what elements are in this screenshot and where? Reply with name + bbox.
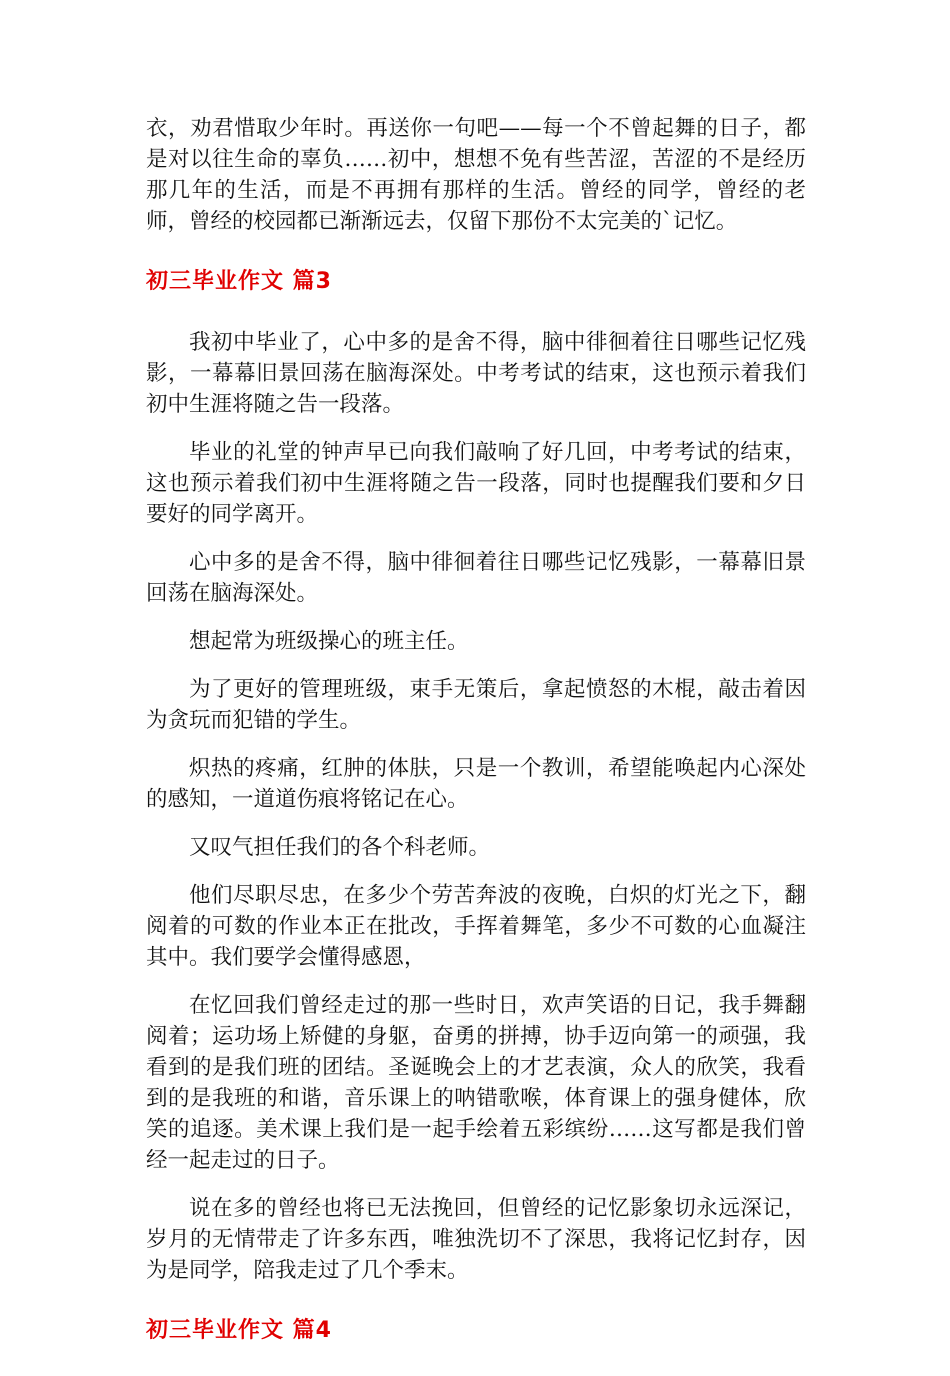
section-3-paragraph: 他们尽职尽忠，在多少个劳苦奔波的夜晚，白炽的灯光之下，翻阅着的可数的作业本正在批改，手挥着舞笔，多少不可数的心血凝注其中。我们要学会懂得感恩， <box>146 883 806 970</box>
section-3-paragraph: 想起常为班级操心的班主任。 <box>189 629 469 654</box>
section-3-paragraph: 炽热的疼痛，红肿的体肤，只是一个教训，希望能唤起内心深处的感知，一道道伤痕将铭记在心。 <box>146 756 806 812</box>
section-3-paragraph: 又叹气担任我们的各个科老师。 <box>189 835 491 860</box>
intro-paragraph: 衣，劝君惜取少年时。再送你一句吧——每一个不曾起舞的日子，都是对以往生命的辜负……初中，想想不免有些苦涩，苦涩的不是经历那几年的生活，而是不再拥有那样的生活。曾经的同学，曾经的老师，曾经的校园都已渐渐远去，仅留下那份不太完美的`记忆。 <box>146 116 806 234</box>
section-3-paragraph: 我初中毕业了，心中多的是舍不得，脑中徘徊着往日哪些记忆残影，一幕幕旧景回荡在脑海深处。中考考试的结束，这也预示着我们初中生涯将随之告一段落。 <box>146 330 806 417</box>
section-3-paragraph: 毕业的礼堂的钟声早已向我们敲响了好几回，中考考试的结束，这也预示着我们初中生涯将随之告一段落，同时也提醒我们要和夕日要好的同学离开。 <box>146 440 806 527</box>
section-3-paragraph: 在忆回我们曾经走过的那一些时日，欢声笑语的日记，我手舞翻阅着；运功场上矫健的身躯，奋勇的拼搏，协手迈向第一的顽强，我看到的是我们班的团结。圣诞晚会上的才艺表演，众人的欣笑，我看到的是我班的和谐，音乐课上的呐错歌喉，体育课上的强身健体，欣笑的追逐。美术课上我们是一起手绘着五彩缤纷……这写都是我们曾经一起走过的日子。 <box>146 993 806 1173</box>
section-3-paragraph: 心中多的是舍不得，脑中徘徊着往日哪些记忆残影，一幕幕旧景回荡在脑海深处。 <box>146 550 806 606</box>
section-3-paragraph: 说在多的曾经也将已无法挽回，但曾经的记忆影象切永远深记，岁月的无情带走了许多东西，唯独洗切不了深思，我将记忆封存，因为是同学，陪我走过了几个季末。 <box>146 1196 806 1283</box>
document-body <box>146 113 806 1376</box>
section-3-paragraph: 为了更好的管理班级，束手无策后，拿起愤怒的木棍，敲击着因为贪玩而犯错的学生。 <box>146 677 806 733</box>
section-4-heading: 初三毕业作文 篇4 <box>146 1318 332 1343</box>
section-3-heading: 初三毕业作文 篇3 <box>146 269 332 294</box>
